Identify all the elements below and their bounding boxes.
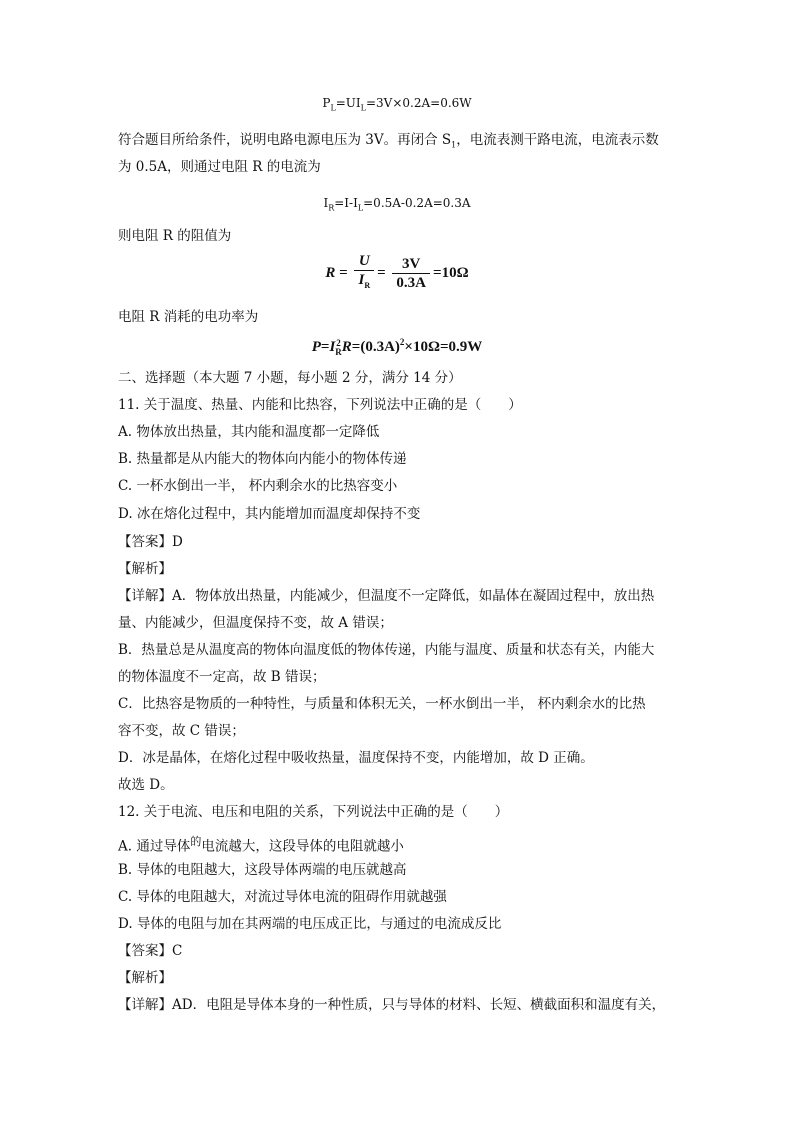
fraction: $\frac{3V}{0.3A}$ bbox=[392, 255, 430, 292]
detail-line: C．比热容是物质的一种特性，与质量和体积无关，一杯水倒出一半， 杯内剩余水的比热 bbox=[118, 696, 646, 712]
paragraph-line: 为 0.5A，则通过电阻 R 的电流为 bbox=[118, 159, 321, 175]
formula-power-lamp: $P_L=UI_L=3V\times 0.2A=0.6W$ bbox=[322, 96, 472, 113]
section-heading: 二、选择题（本大题 7 小题，每小题 2 分，满分 14 分） bbox=[118, 370, 462, 386]
option-d: D. 导体的电阻与加在其两端的电压成正比，与通过的电流成反比 bbox=[118, 916, 502, 932]
detail-line: 量、内能减少，但温度保持不变，故 A 错误； bbox=[118, 615, 393, 631]
formula-resistance: R = $\frac{U}{I_R}$ = $\frac{3V}{0.3A}$ =10Ω bbox=[0, 252, 794, 295]
option-c: C. 导体的电阻越大，对流过导体电流的阻碍作用就越强 bbox=[118, 889, 447, 905]
option-b: B. 热量都是从内能大的物体向内能小的物体传递 bbox=[118, 451, 407, 467]
detail-line: B．热量总是从温度高的物体向温度低的物体传递，内能与温度、质量和状态有关，内能大 bbox=[118, 642, 655, 658]
option-b: B. 导体的电阻越大，这段导体两端的电压就越高 bbox=[118, 862, 407, 878]
option-c: C. 一杯水倒出一半， 杯内剩余水的比热容变小 bbox=[118, 478, 398, 494]
detail-line: D．冰是晶体，在熔化过程中吸收热量，温度保持不变，内能增加，故 D 正确。 bbox=[118, 750, 594, 766]
analysis-label: 【解析】 bbox=[118, 970, 172, 986]
fraction: $\frac{U}{I_R}$ bbox=[354, 252, 374, 295]
paragraph-line: 则电阻 R 的阻值为 bbox=[118, 228, 232, 244]
paragraph-line: 电阻 R 消耗的电功率为 bbox=[118, 309, 259, 325]
detail-line: 【详解】AD．电阻是导体本身的一种性质，只与导体的材料、长短、横截面积和温度有关， bbox=[118, 997, 666, 1013]
detail-line: 的物体温度不一定高，故 B 错误； bbox=[118, 669, 326, 685]
formula-power-resistor: P=I 2 R $R=(0.3A)^2\times 10\Omega=0.9W$ bbox=[311, 337, 483, 357]
question-stem: 12. 关于电流、电压和电阻的关系，下列说法中正确的是（ ） bbox=[118, 804, 509, 820]
paragraph-line: 符合题目所给条件，说明电路电源电压为 3V。再闭合 $S_1$，电流表测干路电流，电流表示数 bbox=[118, 132, 659, 150]
detail-line: 容不变，故 C 错误； bbox=[118, 723, 245, 739]
question-stem: 11. 关于温度、热量、内能和比热容，下列说法中正确的是（ ） bbox=[118, 397, 522, 413]
answer-label: 【答案】C bbox=[118, 943, 183, 959]
detail-line: 故选 D。 bbox=[118, 777, 174, 793]
detail-line: 【详解】A．物体放出热量，内能减少，但温度不一定降低，如晶体在凝固过程中，放出热 bbox=[118, 588, 655, 604]
option-a: A. 物体放出热量，其内能和温度都一定降低 bbox=[118, 424, 380, 440]
option-a: A. 通过导体$^的$电流越大，这段导体的电阻就越小 bbox=[118, 835, 404, 855]
formula-current-r: $I_R=I-I_L=0.5A-0.2A=0.3A$ bbox=[323, 196, 471, 213]
answer-label: 【答案】D bbox=[118, 534, 183, 550]
option-d: D. 冰在熔化过程中，其内能增加而温度却保持不变 bbox=[118, 506, 421, 522]
analysis-label: 【解析】 bbox=[118, 561, 172, 577]
